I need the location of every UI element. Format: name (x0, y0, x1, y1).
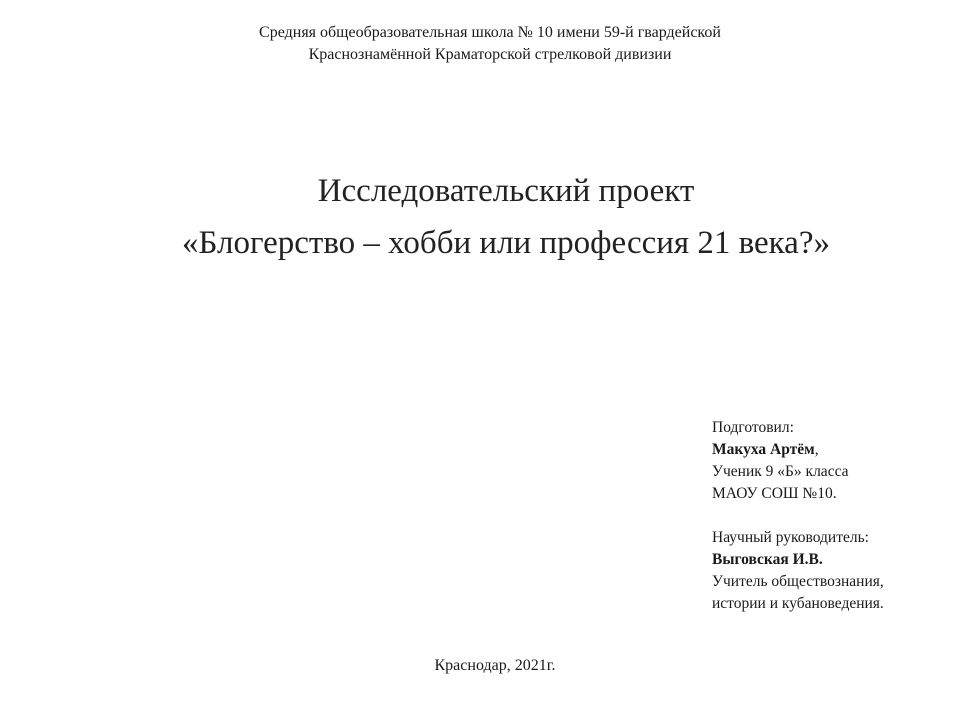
school-header (0, 22, 960, 66)
supervisor-position-line-1: Учитель обществознания, (712, 573, 884, 590)
author-name-comma: , (814, 441, 819, 458)
supervisor-position-line-2: истории и кубановедения. (712, 595, 884, 612)
city-year: Краснодар, 2021г. (434, 657, 556, 674)
supervisor-name: Выговская И.В. (712, 551, 823, 568)
project-type: Исследовательский проект (317, 173, 695, 209)
project-title (0, 165, 960, 269)
author-info (712, 417, 884, 615)
author-grade: Ученик 9 «Б» класса (712, 463, 849, 480)
school-name-line-2: Краснознамённой Краматорской стрелковой дивизии (308, 46, 672, 63)
supervisor-label: Научный руководитель: (712, 529, 869, 546)
author-name: Макуха Артём (712, 441, 815, 458)
author-school: МАОУ СОШ №10. (712, 485, 837, 502)
author-name-line (712, 439, 884, 461)
prepared-by-label: Подготовил: (712, 419, 794, 436)
project-topic: «Блогерство – хобби или профессия 21 века?» (182, 225, 830, 261)
school-name-line-1: Средняя общеобразовательная школа № 10 имени 59-й гвардейской (259, 24, 721, 41)
spacer (712, 505, 884, 527)
